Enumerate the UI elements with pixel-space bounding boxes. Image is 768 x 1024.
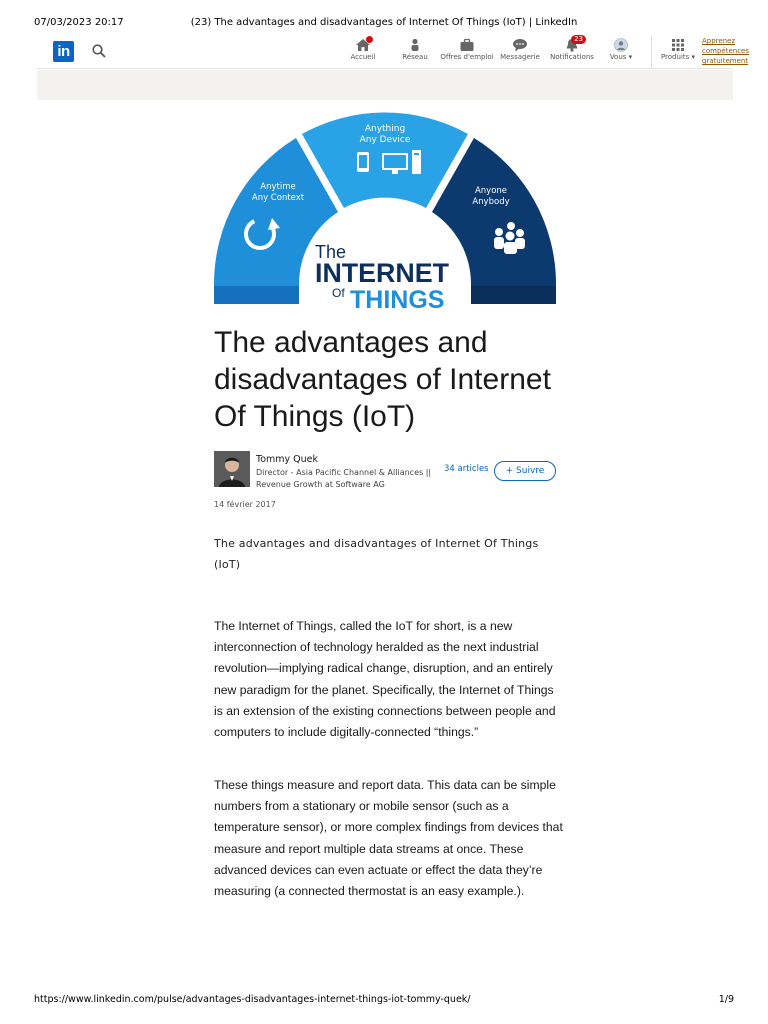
author-avatar[interactable] — [214, 451, 250, 487]
nav-item-messagerie[interactable] — [499, 38, 541, 66]
segment-right-label-1: Anyone — [474, 186, 508, 196]
nav-item-emplois[interactable] — [439, 38, 495, 66]
home-icon — [355, 38, 371, 52]
segment-left-label-2: Any Context — [251, 193, 305, 203]
center-things: THINGS — [350, 286, 445, 314]
search-icon[interactable] — [91, 43, 107, 59]
nav-label-with-caret — [603, 53, 639, 61]
segment-top-label-1: Anything — [364, 124, 406, 134]
print-page-counter: 1/9 — [718, 994, 734, 1005]
article-subtitle: The advantages and disadvantages of Internet Of Things (IoT) — [214, 537, 539, 571]
briefcase-icon — [459, 38, 475, 52]
chat-icon — [512, 38, 528, 52]
page-background-band — [37, 70, 733, 100]
linkedin-logo[interactable]: in — [53, 41, 74, 62]
article-paragraph: The Internet of Things, called the IoT for short, is a new interconnection of technology heralded as the next industrial revolution—implying radical change, disruption, and an entirely new paradigm for the planet. Specifically, the Internet of Things is an extension of the existing connections between people and computers to include digitally-connected “things.” — [214, 619, 556, 740]
home-dot-badge — [366, 36, 373, 43]
bell-icon — [564, 35, 583, 52]
nav-label: Produits — [660, 53, 690, 61]
follow-button[interactable]: + Suivre — [494, 461, 556, 481]
chevron-down-icon: ▾ — [628, 53, 633, 61]
nav-item-produits[interactable] — [657, 38, 699, 66]
avatar-icon — [613, 38, 629, 52]
nav-divider — [651, 36, 652, 68]
segment-top-label-2: Any Device — [359, 135, 411, 145]
article-paragraph: These things measure and report data. This data can be simple numbers from a stationary or mobile sensor (such as a temperature sensor), or more complex findings from devices that measure and report multiple data streams at once. These advanced devices can even actuate or effect the data they’re measuring (a connected thermostat is an easy example.). — [214, 778, 563, 899]
grid-icon — [670, 38, 686, 52]
nav-item-vous[interactable] — [603, 38, 639, 66]
nav-label: Messagerie — [500, 53, 540, 61]
center-internet: INTERNET — [315, 258, 450, 288]
nav-label: Vous — [609, 53, 627, 61]
print-url: https://www.linkedin.com/pulse/advantages-disadvantages-internet-things-iot-tommy-quek/ — [34, 994, 471, 1005]
segment-left-label-1: Anytime — [260, 182, 296, 192]
nav-label: Notifications — [550, 53, 594, 61]
article-title: The advantages and disadvantages of Internet Of Things (IoT) — [214, 326, 551, 433]
publish-date: 14 février 2017 — [214, 500, 276, 509]
print-page-title: (23) The advantages and disadvantages of Internet Of Things (IoT) | LinkedIn — [190, 17, 578, 28]
top-navbar — [37, 35, 749, 69]
nav-item-accueil[interactable] — [343, 38, 383, 66]
print-footer — [34, 994, 734, 1008]
segment-right-label-2: Anybody — [472, 197, 510, 207]
nav-item-reseau[interactable] — [395, 38, 435, 66]
hero-image — [214, 112, 556, 314]
nav-label: Accueil — [350, 53, 376, 61]
center-of: Of — [332, 286, 345, 300]
center-the: The — [315, 242, 347, 262]
print-datetime: 07/03/2023 20:17 — [34, 17, 124, 28]
nav-item-notifications[interactable] — [548, 35, 596, 66]
nav-label: Réseau — [402, 53, 428, 61]
chevron-down-icon: ▾ — [691, 53, 696, 61]
premium-upsell-link[interactable]: Apprenez compétences gratuitement — [702, 37, 749, 65]
author-name[interactable]: Tommy Quek — [256, 454, 318, 465]
author-articles-link[interactable]: 34 articles — [444, 464, 489, 474]
nav-label-with-caret — [657, 53, 699, 61]
nav-label: Offres d'emploi — [440, 53, 494, 61]
print-header — [34, 17, 734, 31]
notification-badge: 23 — [571, 35, 586, 44]
author-headline: Director - Asia Pacific Channel & Alliances || Revenue Growth at Software AG — [256, 468, 432, 489]
network-icon — [407, 38, 423, 52]
